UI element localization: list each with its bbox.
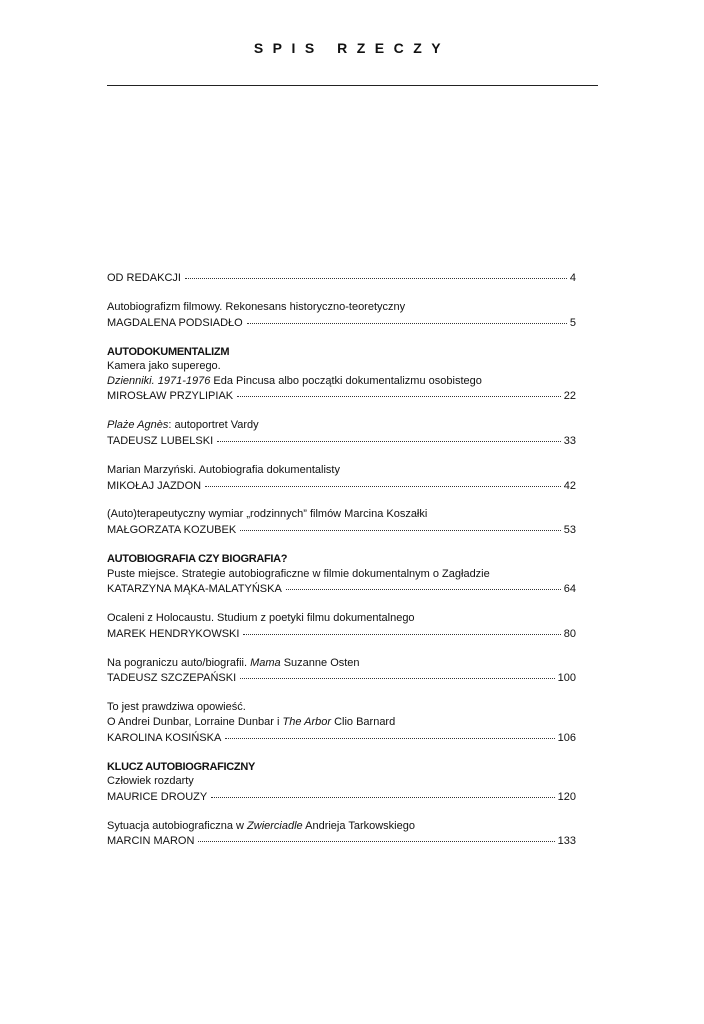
page-number: 33 [563,434,576,447]
table-of-contents [107,270,576,863]
page-number: 4 [569,272,576,284]
toc-section [107,552,576,597]
section-heading: KLUCZ AUTOBIOGRAFICZNY [107,760,256,773]
page-number: 80 [563,627,576,640]
toc-entry [107,819,576,849]
toc-entry-author: MAURICE DROUZY [107,790,208,803]
page-number: 106 [557,731,576,744]
dot-leader [240,520,561,531]
toc-entry-title: Ocaleni z Holocaustu. Studium z poetyki filmu dokumentalnego [107,612,415,625]
toc-entry-title-rest: : autoportret Vardy [168,419,259,432]
toc-section [107,760,576,805]
toc-entry-author: MARCIN MARON [107,835,195,848]
page-number: 100 [557,672,576,685]
page-number: 53 [563,524,576,537]
section-heading: AUTOBIOGRAFIA CZY BIOGRAFIA? [107,553,288,566]
toc-entry-author: MIKOŁAJ JAZDON [107,479,202,492]
dot-leader [211,787,554,798]
toc-entry-title: (Auto)terapeutyczny wymiar „rodzinnych” filmów Marcina Koszałki [107,508,428,521]
toc-entry [107,463,576,493]
dot-leader [240,668,554,679]
toc-entry-author: MAŁGORZATA KOZUBEK [107,524,237,537]
dot-leader [205,476,561,487]
dot-leader [217,431,561,442]
toc-entry-title: O Andrei Dunbar, Lorraine Dunbar i [107,715,283,728]
toc-entry-title: Kamera jako superego. [107,360,221,373]
toc-entry [107,418,576,448]
dot-leader [243,624,560,635]
toc-entry-title: OD REDAKCJI [107,272,181,284]
toc-entry-author: MAGDALENA PODSIADŁO [107,316,243,329]
toc-entry-author: TADEUSZ SZCZEPAŃSKI [107,672,237,685]
dot-leader [237,386,561,397]
toc-entry-title-italic: The Arbor [282,715,332,728]
toc-entry-author: MAREK HENDRYKOWSKI [107,627,240,640]
toc-entry-title-italic: Dzienniki. 1971-1976 [107,374,211,387]
toc-entry-author: MIROSŁAW PRZYLIPIAK [107,390,234,403]
toc-entry-title: To jest prawdziwa opowieść. [107,701,246,714]
toc-entry-title: Na pograniczu auto/biografii. [107,656,251,669]
toc-entry [107,656,576,686]
page-number: 120 [557,790,576,803]
toc-entry-title-italic: Mama [250,656,281,669]
section-heading: AUTODOKUMENTALIZM [107,345,230,358]
page-number: 5 [569,316,576,329]
toc-entry-title: Człowiek rozdarty [107,775,194,788]
dot-leader [247,313,567,324]
toc-entry-title: Puste miejsce. Strategie autobiograficzne w filmie dokumentalnym o Zagładzie [107,567,490,580]
toc-entry-author: KAROLINA KOSIŃSKA [107,731,222,744]
dot-leader [225,728,554,739]
toc-entry [107,507,576,537]
toc-entry-author: TADEUSZ LUBELSKI [107,434,214,447]
toc-entry-title-rest: Suzanne Osten [280,656,360,669]
toc-entry-title-italic: Zwierciadle [247,819,303,832]
page-number: 42 [563,479,576,492]
toc-entry-title-italic: Plaże Agnès [107,419,169,432]
dot-leader [286,579,561,590]
toc-entry-title-rest: Andrieja Tarkowskiego [302,819,415,832]
dot-leader [185,268,567,279]
toc-entry-title-rest: Clio Barnard [331,715,396,728]
toc-entry-od-redakcji [107,270,576,286]
page-number: 133 [557,835,576,848]
title-divider [107,85,598,86]
toc-section [107,345,576,404]
page-title: SPIS RZECZY [253,40,451,56]
toc-entry-author: KATARZYNA MĄKA-MALATYŃSKA [107,583,282,596]
page-number: 64 [563,583,576,596]
page-number: 22 [563,390,576,403]
toc-entry-title: Autobiografizm filmowy. Rekonesans historyczno-teoretyczny [107,300,406,313]
toc-entry [107,300,576,330]
toc-entry-title: Sytuacja autobiograficzna w [107,819,248,832]
toc-entry [107,611,576,641]
toc-entry-title-rest: Eda Pincusa albo początki dokumentalizmu osobistego [210,374,482,387]
toc-entry [107,700,576,745]
toc-entry-title: Marian Marzyński. Autobiografia dokumentalisty [107,463,340,476]
dot-leader [198,831,554,842]
